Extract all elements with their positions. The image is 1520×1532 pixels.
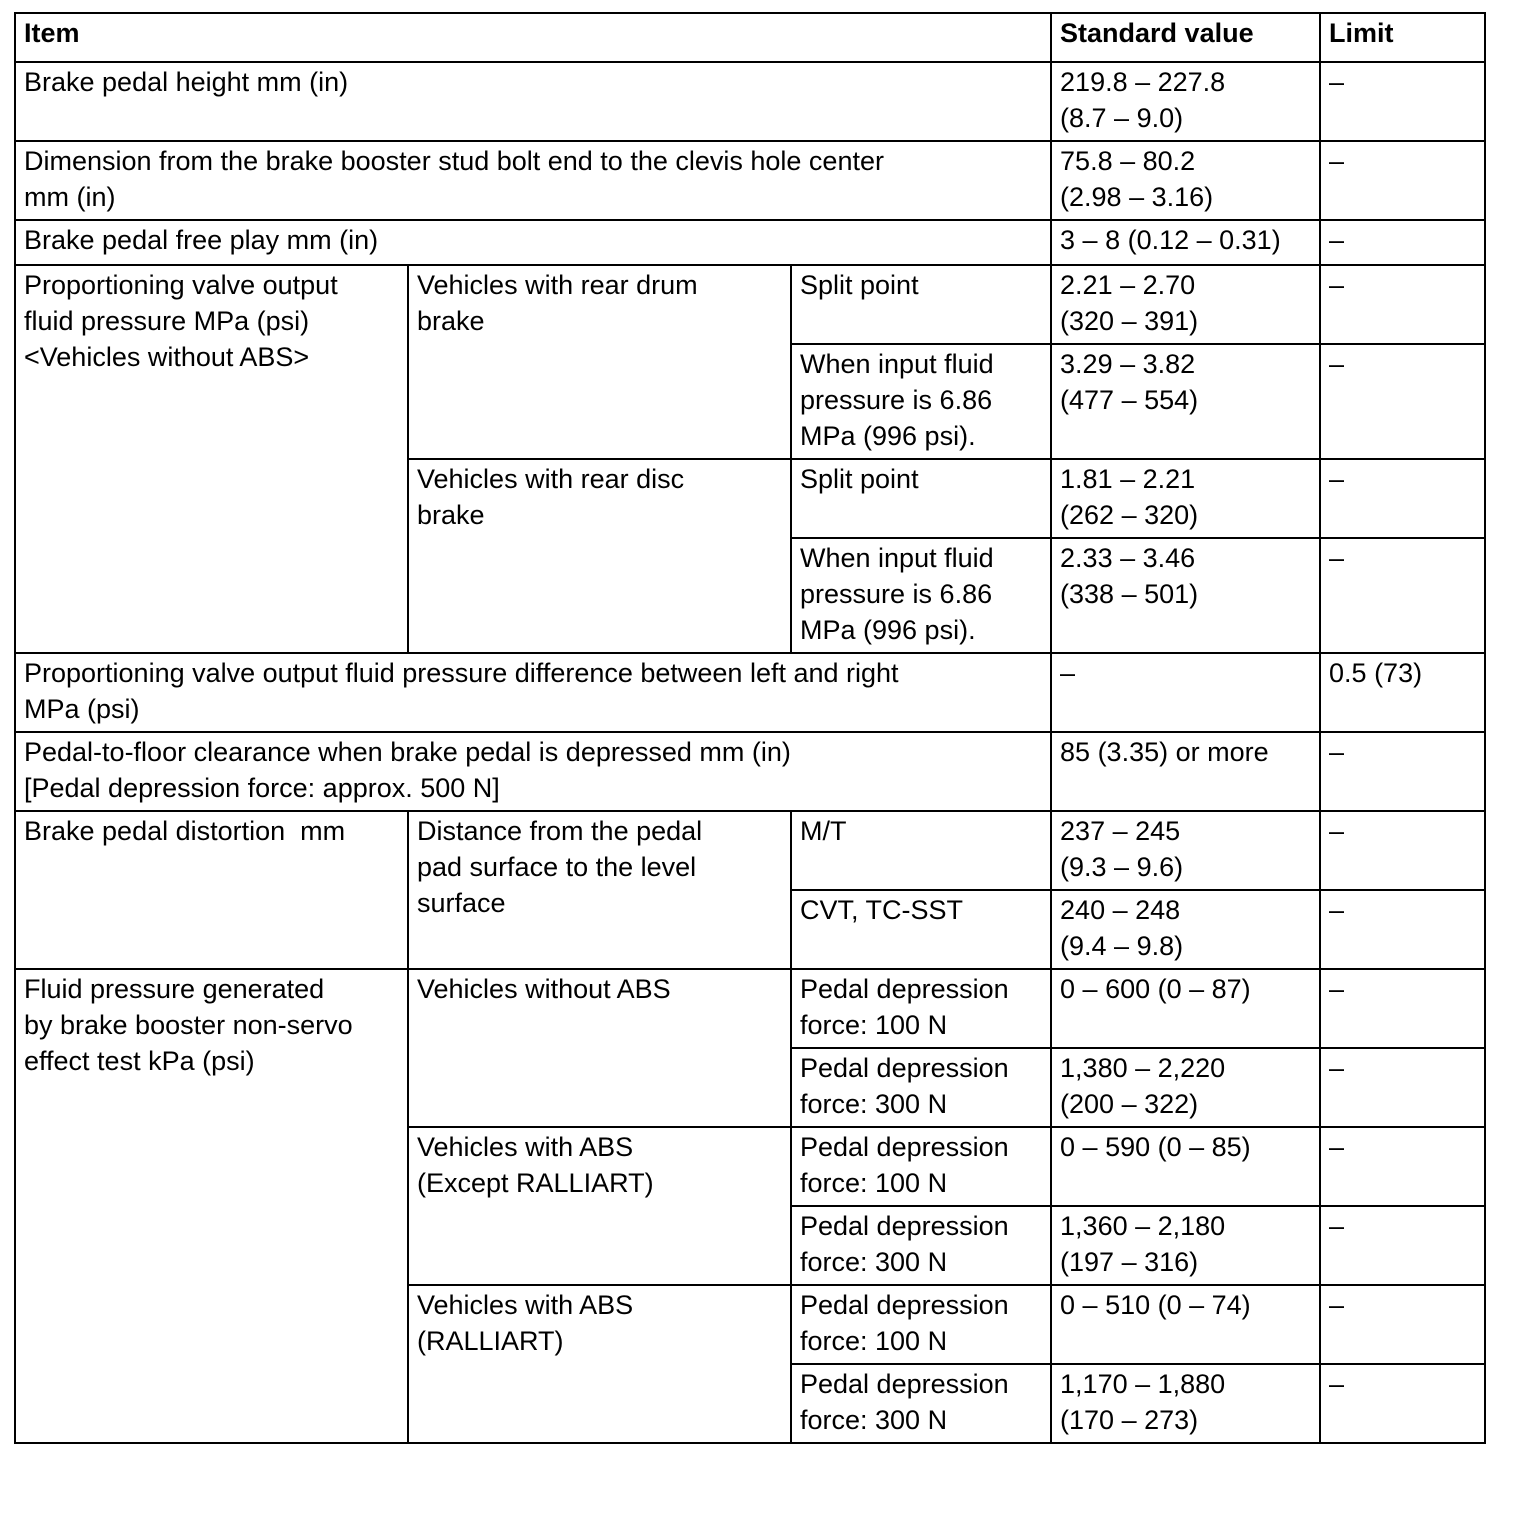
value-line: 1,380 – 2,220 [1060,1053,1226,1083]
sub-item-line: pad surface to the level [417,852,697,882]
item-line: Proportioning valve output fluid pressure difference between left and right [24,658,899,688]
standard-value-cell [1051,265,1320,344]
header-item: Item [15,13,1051,62]
item-line: Proportioning valve output [24,270,338,300]
value-line: 1,360 – 2,180 [1060,1211,1226,1241]
condition-line: force: 300 N [800,1247,948,1277]
condition-line: pressure is 6.86 [800,579,993,609]
value-line: 2.21 – 2.70 [1060,270,1196,300]
limit-cell: – [1320,1048,1485,1127]
value-line: (8.7 – 9.0) [1060,103,1184,133]
value-line: 1.81 – 2.21 [1060,464,1196,494]
item-line: by brake booster non-servo [24,1010,353,1040]
limit-cell: – [1320,265,1485,344]
value-line: (2.98 – 3.16) [1060,182,1214,212]
value-line: (262 – 320) [1060,500,1199,530]
sub-item-cell [408,265,791,459]
condition-line: force: 100 N [800,1168,948,1198]
value-line: (170 – 273) [1060,1405,1199,1435]
table-row [15,220,1485,265]
value-line: 219.8 – 227.8 [1060,67,1226,97]
condition-line: force: 100 N [800,1326,948,1356]
condition-cell [791,1206,1051,1285]
value-line: 2.33 – 3.46 [1060,543,1196,573]
sub-item-cell [408,811,791,969]
limit-cell: – [1320,1127,1485,1206]
condition-line: pressure is 6.86 [800,385,993,415]
condition-line: Pedal depression [800,974,1009,1004]
standard-value-cell [1051,459,1320,538]
condition-cell: CVT, TC-SST [791,890,1051,969]
item-cell [15,62,1051,141]
value-line: (320 – 391) [1060,306,1199,336]
limit-cell: – [1320,1206,1485,1285]
condition-cell: M/T [791,811,1051,890]
limit-cell: – [1320,732,1485,811]
standard-value-cell [1051,62,1320,141]
item-line: Dimension from the brake booster stud bolt end to the clevis hole center [24,146,884,176]
standard-value-cell [1051,538,1320,653]
standard-value-cell [1051,141,1320,220]
condition-line: Pedal depression [800,1053,1009,1083]
limit-cell: 0.5 (73) [1320,653,1485,732]
standard-value-cell [1051,344,1320,459]
value-line: 240 – 248 [1060,895,1181,925]
limit-cell: – [1320,890,1485,969]
limit-cell: – [1320,141,1485,220]
standard-value-cell: 0 – 600 (0 – 87) [1051,969,1320,1048]
item-line: [Pedal depression force: approx. 500 N] [24,773,500,803]
item-line: effect test kPa (psi) [24,1046,255,1076]
limit-cell: – [1320,1285,1485,1364]
condition-line: Pedal depression [800,1211,1009,1241]
item-cell: Brake pedal free play mm (in) [15,220,1051,265]
standard-value-cell: 0 – 590 (0 – 85) [1051,1127,1320,1206]
condition-line: force: 300 N [800,1089,948,1119]
value-line: 3.29 – 3.82 [1060,349,1196,379]
item-line: Pedal-to-floor clearance when brake pedal is depressed mm (in) [24,737,791,767]
item-cell [15,141,1051,220]
table-row [15,62,1485,141]
condition-cell [791,1364,1051,1443]
sub-item-line: Distance from the pedal [417,816,703,846]
sub-item-line: Vehicles with rear disc [417,464,685,494]
table-row [15,141,1485,220]
value-line: (197 – 316) [1060,1247,1199,1277]
item-line: <Vehicles without ABS> [24,342,310,372]
limit-cell: – [1320,459,1485,538]
condition-line: When input fluid [800,543,994,573]
condition-cell [791,969,1051,1048]
value-line: (338 – 501) [1060,579,1199,609]
sub-item-line: brake [417,306,485,336]
item-cell [15,653,1051,732]
item-cell: Brake pedal distortion mm [15,811,408,969]
condition-line: MPa (996 psi). [800,421,976,451]
value-line: 237 – 245 [1060,816,1181,846]
standard-value-cell: 0 – 510 (0 – 74) [1051,1285,1320,1364]
item-cell [15,732,1051,811]
sub-item-cell [408,1285,791,1443]
standard-value-cell [1051,1364,1320,1443]
condition-cell [791,1127,1051,1206]
standard-value-cell [1051,811,1320,890]
value-line: (9.4 – 9.8) [1060,931,1184,961]
table-row [15,969,1485,1048]
limit-cell: – [1320,220,1485,265]
value-line: (477 – 554) [1060,385,1199,415]
sub-item-line: Vehicles with ABS [417,1132,634,1162]
sub-item-line: (RALLIART) [417,1326,564,1356]
item-text: Brake pedal height mm (in) [24,67,349,97]
condition-cell [791,538,1051,653]
condition-line: MPa (996 psi). [800,615,976,645]
header-limit: Limit [1320,13,1485,62]
standard-value-cell: 3 – 8 (0.12 – 0.31) [1051,220,1320,265]
condition-cell [791,1048,1051,1127]
condition-cell [791,1285,1051,1364]
item-cell [15,969,408,1443]
condition-line: force: 100 N [800,1010,948,1040]
item-line: MPa (psi) [24,694,140,724]
table-row [15,732,1485,811]
item-line: fluid pressure MPa (psi) [24,306,310,336]
sub-item-cell: Vehicles without ABS [408,969,791,1127]
table-row [15,265,1485,344]
condition-line: Pedal depression [800,1369,1009,1399]
condition-cell: Split point [791,459,1051,538]
condition-cell [791,344,1051,459]
sub-item-cell [408,1127,791,1285]
sub-item-line: surface [417,888,506,918]
value-line: (9.3 – 9.6) [1060,852,1184,882]
value-line: (200 – 322) [1060,1089,1199,1119]
table-row [15,811,1485,890]
standard-value-cell: – [1051,653,1320,732]
sub-item-line: brake [417,500,485,530]
value-line: 1,170 – 1,880 [1060,1369,1226,1399]
item-cell [15,265,408,653]
condition-line: When input fluid [800,349,994,379]
condition-line: force: 300 N [800,1405,948,1435]
table-row [15,653,1485,732]
sub-item-line: Vehicles with rear drum [417,270,698,300]
standard-value-cell: 85 (3.35) or more [1051,732,1320,811]
condition-line: Pedal depression [800,1132,1009,1162]
condition-line: Pedal depression [800,1290,1009,1320]
header-standard-value: Standard value [1051,13,1320,62]
limit-cell: – [1320,344,1485,459]
limit-cell: – [1320,538,1485,653]
limit-cell: – [1320,1364,1485,1443]
standard-value-cell [1051,890,1320,969]
sub-item-line: (Except RALLIART) [417,1168,654,1198]
spec-table [14,12,1486,1444]
limit-cell: – [1320,969,1485,1048]
item-line: mm (in) [24,182,116,212]
limit-cell: – [1320,62,1485,141]
sub-item-line: Vehicles with ABS [417,1290,634,1320]
sub-item-cell [408,459,791,653]
value-line: 75.8 – 80.2 [1060,146,1196,176]
header-row [15,13,1485,62]
condition-cell: Split point [791,265,1051,344]
standard-value-cell [1051,1048,1320,1127]
item-line: Fluid pressure generated [24,974,325,1004]
standard-value-cell [1051,1206,1320,1285]
limit-cell: – [1320,811,1485,890]
